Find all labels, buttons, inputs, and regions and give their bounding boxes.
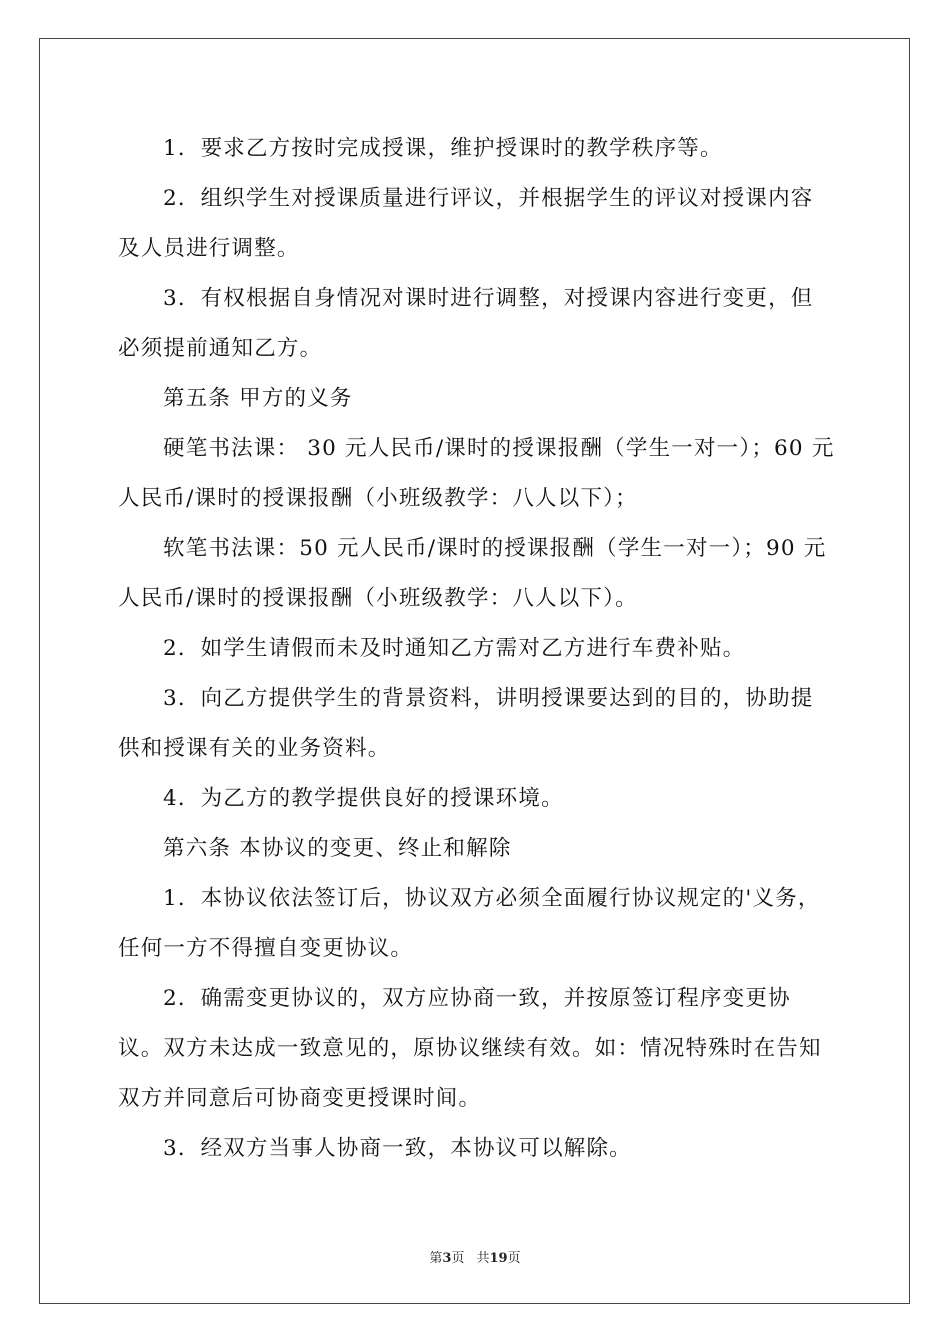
paragraph-5: 3．向乙方提供学生的背景资料，讲明授课要达到的目的，协助提供和授课有关的业务资料。 bbox=[118, 686, 814, 761]
total-suffix: 页 bbox=[507, 1251, 521, 1266]
page-number: 3 bbox=[442, 1251, 452, 1266]
paragraph-3: 3．有权根据自身情况对课时进行调整，对授课内容进行变更，但必须提前通知乙方。 bbox=[118, 286, 814, 361]
document-body bbox=[118, 124, 836, 1174]
paragraph-8: 2．确需变更协议的，双方应协商一致，并按原签订程序变更协议。双方未达成一致意见的，原协议继续有效。如：情况特殊时在告知双方并同意后可协商变更授课时间。 bbox=[118, 986, 822, 1111]
paragraph-4: 2．如学生请假而未及时通知乙方需对乙方进行车费补贴。 bbox=[163, 636, 746, 661]
paragraph-1: 1．要求乙方按时完成授课，维护授课时的教学秩序等。 bbox=[163, 136, 723, 161]
total-pages: 19 bbox=[489, 1251, 508, 1266]
paragraph-7: 1．本协议依法签订后，协议双方必须全面履行协议规定的'义务，任何一方不得擅自变更协议。 bbox=[118, 886, 821, 961]
page-suffix: 页 bbox=[451, 1251, 465, 1266]
section-heading-5: 第五条 甲方的义务 bbox=[163, 386, 353, 411]
paragraph-6: 4．为乙方的教学提供良好的授课环境。 bbox=[163, 786, 564, 811]
paragraph-hard-pen-fee: 硬笔书法课： 30 元人民币/课时的授课报酬（学生一对一）；60 元人民币/课时的授课报酬（小班级教学：八人以下）； bbox=[118, 436, 835, 511]
page-prefix: 第 bbox=[429, 1251, 443, 1266]
page-footer bbox=[0, 1247, 950, 1266]
paragraph-9: 3．经双方当事人协商一致，本协议可以解除。 bbox=[163, 1136, 632, 1161]
section-heading-6: 第六条 本协议的变更、终止和解除 bbox=[163, 836, 512, 861]
paragraph-brush-fee: 软笔书法课：50 元人民币/课时的授课报酬（学生一对一）；90 元人民币/课时的授课报酬（小班级教学：八人以下）。 bbox=[118, 536, 827, 611]
paragraph-2: 2．组织学生对授课质量进行评议，并根据学生的评议对授课内容及人员进行调整。 bbox=[118, 186, 814, 261]
total-prefix: 共 bbox=[476, 1251, 490, 1266]
